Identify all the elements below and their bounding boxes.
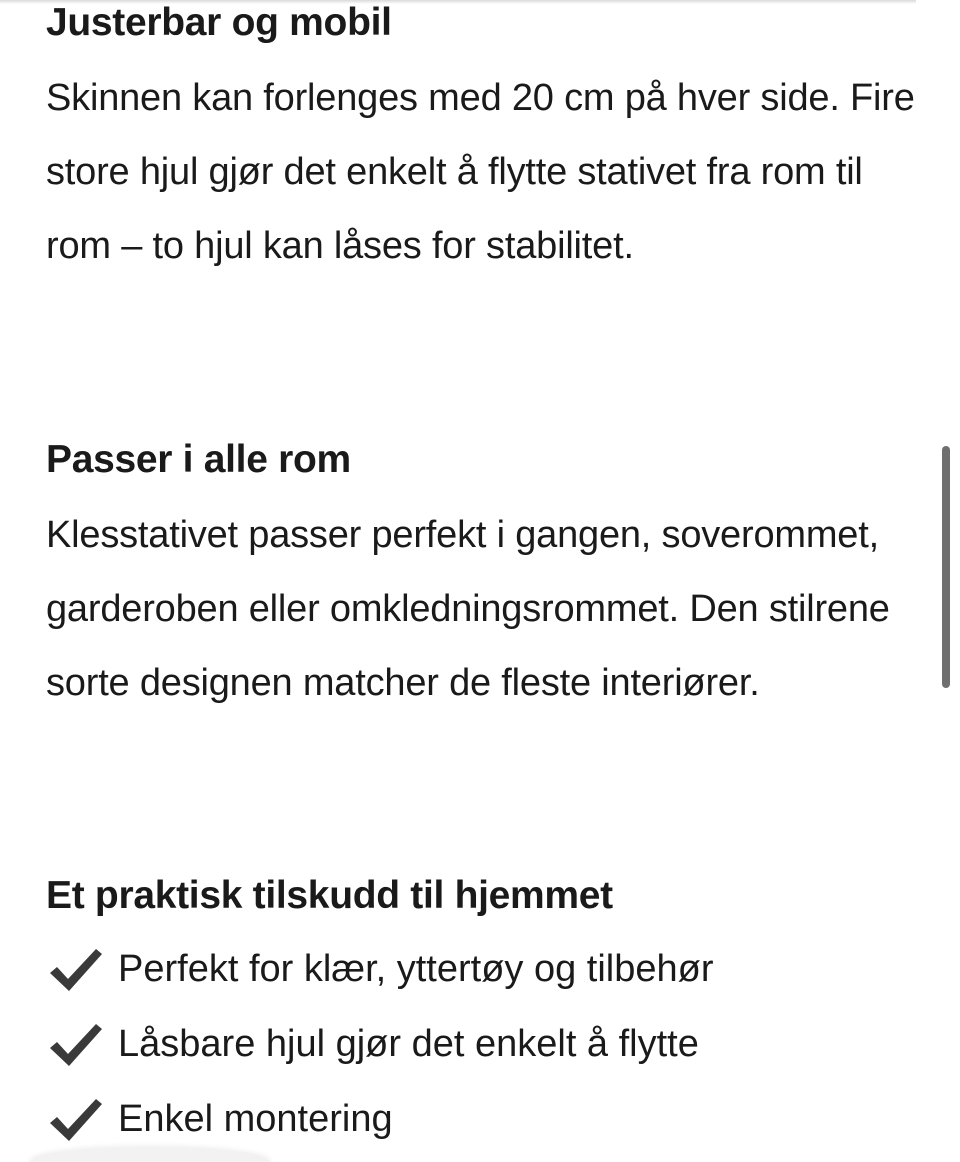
feature-text: Perfekt for klær, yttertøy og tilbehør: [118, 948, 714, 990]
feature-text: Enkel montering: [118, 1098, 393, 1140]
feature-list: [46, 932, 714, 1157]
checkmark-icon: [46, 1096, 104, 1144]
scrollbar-thumb[interactable]: [942, 446, 950, 688]
section-heading-rooms: Passer i alle rom: [46, 438, 351, 481]
feature-text: Låsbare hjul gjør det enkelt å flytte: [118, 1023, 699, 1065]
checkmark-icon: [46, 946, 104, 994]
list-item: [46, 1082, 714, 1157]
section-heading-adjustable: Justerbar og mobil: [46, 1, 392, 44]
list-item: [46, 932, 714, 1007]
section-body-adjustable: Skinnen kan forlenges med 20 cm på hver side. Fire store hjul gjør det enkelt å flytte stativet fra rom til rom – to hjul kan låses for stabilitet.: [46, 77, 915, 267]
checkmark-icon: [46, 1021, 104, 1069]
list-item: [46, 1007, 714, 1082]
section-heading-practical: Et praktisk tilskudd til hjemmet: [46, 874, 613, 917]
section-body-rooms: Klesstativet passer perfekt i gangen, soverommet, garderoben eller omkledningsrommet. Den stilrene sorte designen matcher de fleste interiører.: [46, 514, 890, 704]
